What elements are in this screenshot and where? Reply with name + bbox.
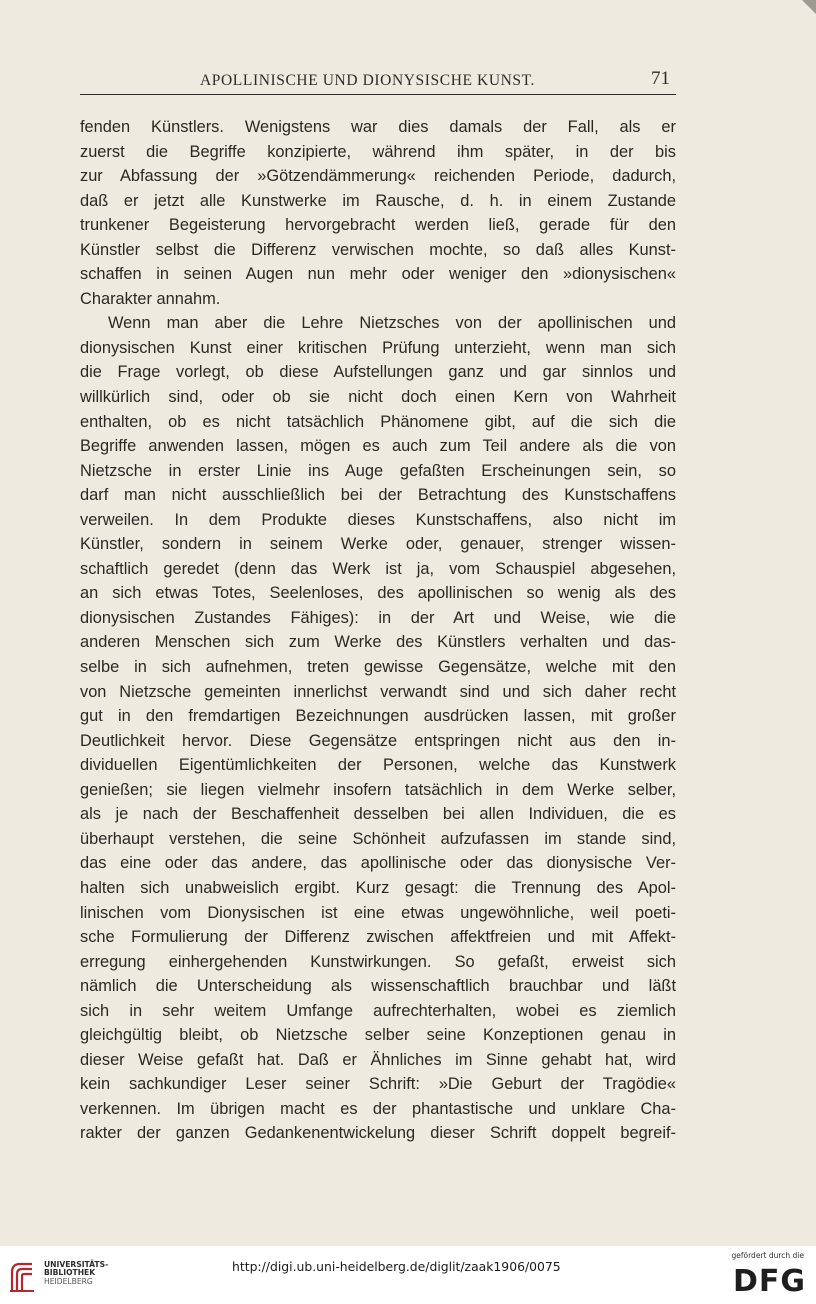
text-line: dividuellen Eigentümlichkeiten der Personen, welche das Kunstwerk [80, 756, 676, 775]
text-line: kein sachkundiger Leser seiner Schrift: »Die Geburt der Tragödie« [80, 1075, 676, 1094]
text-line: Charakter annahm. [80, 289, 221, 308]
text-line: halten sich unabweislich ergibt. Kurz gesagt: die Trennung des Apol- [80, 878, 676, 897]
text-line: Wenn man aber die Lehre Nietzsches von der apollinischen und [108, 314, 676, 333]
text-line: dieser Weise gefaßt hat. Daß er Ähnliches im Sinne gehabt hat, wird [80, 1050, 676, 1069]
sponsor-caption: gefördert durch die [731, 1251, 804, 1260]
text-line: anderen Menschen sich zum Werke des Künstlers verhalten und das- [80, 633, 676, 652]
text-line: genießen; sie liegen vielmehr insofern tatsächlich in dem Werke selber, [80, 780, 676, 799]
dfg-logo: DFG [732, 1264, 806, 1299]
text-line: daß er jetzt alle Kunstwerke im Rausche, d. h. in einem Zustande [80, 191, 676, 210]
text-line: darf man nicht ausschließlich bei der Betrachtung des Kunstschaffens [80, 486, 676, 505]
library-name-line: UNIVERSITÄTS- [44, 1260, 109, 1269]
body-text [80, 115, 676, 1146]
text-line: schaffen in seinen Augen nun mehr oder weniger den »dionysischen« [80, 265, 676, 284]
running-title: APOLLINISCHE UND DIONYSISCHE KUNST. [200, 72, 536, 89]
permalink-url[interactable]: http://digi.ub.uni-heidelberg.de/diglit/zaak1906/0075 [232, 1259, 561, 1274]
text-line: enthalten, ob es nicht tatsächlich Phänomene gibt, auf die sich die [80, 412, 676, 431]
text-line: dionysischen Kunst einer kritischen Prüfung unterzieht, wenn man sich [80, 338, 676, 357]
text-line: nämlich die Unterscheidung als wissenschaftlich brauchbar und läßt [80, 977, 676, 996]
text-line: Nietzsche in erster Linie ins Auge gefaßten Erscheinungen sein, so [80, 461, 676, 480]
university-library-name [44, 1261, 108, 1286]
text-line: Künstler selbst die Differenz verwischen mochte, so daß alles Kunst- [80, 240, 676, 259]
text-line: fenden Künstlers. Wenigstens war dies damals der Fall, als er [80, 118, 676, 136]
text-line: Künstler, sondern in seinem Werke oder, genauer, strenger wissen- [80, 535, 676, 554]
text-line: als je nach der Beschaffenheit desselben bei allen Individuen, die es [80, 805, 676, 824]
library-name-line: BIBLIOTHEK [44, 1268, 96, 1278]
text-line: das eine oder das andere, das apollinische oder das dionysische Ver- [80, 854, 676, 873]
text-line: willkürlich sind, oder ob sie nicht doch einen Kern von Wahrheit [80, 388, 676, 407]
text-line: linischen vom Dionysischen ist eine etwas ungewöhnliche, weil poeti- [80, 903, 676, 922]
text-line: selbe in sich aufnehmen, treten gewisse Gegensätze, welche mit den [80, 658, 676, 677]
text-line: sich in sehr weitem Umfange aufrechterhalten, wobei es ziemlich [80, 1001, 676, 1020]
university-library-logo-icon [8, 1260, 38, 1294]
text-line: schaftlich geredet (denn das Werk ist ja, vom Schauspiel abgesehen, [80, 559, 676, 578]
text-line: rakter der ganzen Gedankenentwickelung dieser Schrift doppelt begreif- [80, 1124, 676, 1143]
text-line: zur Abfassung der »Götzendämmerung« reichenden Periode, dadurch, [80, 167, 676, 186]
text-line: gleichgültig bleibt, ob Nietzsche selber seine Konzeptionen genau in [80, 1026, 676, 1045]
viewer-footer [0, 1246, 816, 1304]
text-line: dionysischen Zustandes Fähiges): in der Art und Weise, wie die [80, 608, 676, 627]
page-corner-shadow [802, 0, 816, 14]
text-line: zuerst die Begriffe konzipierte, während ihm später, in der bis [80, 142, 676, 161]
text-line: erregung einhergehenden Kunstwirkungen. So gefaßt, erweist sich [80, 952, 676, 971]
page-number: 71 [651, 68, 670, 89]
library-name-line: HEIDELBERG [44, 1276, 93, 1286]
text-line: überhaupt verstehen, die seine Schönheit aufzufassen im stande sind, [80, 829, 676, 848]
text-line: die Frage vorlegt, ob diese Aufstellungen ganz und gar sinnlos und [80, 363, 676, 382]
text-line: Begriffe anwenden lassen, mögen es auch zum Teil andere als die von [80, 437, 676, 456]
text-line: sche Formulierung der Differenz zwischen affektfreien und mit Affekt- [80, 928, 676, 947]
text-line: Deutlichkeit hervor. Diese Gegensätze entspringen nicht aus den in- [80, 731, 676, 750]
text-line: gut in den fremdartigen Bezeichnungen ausdrücken lassen, mit großer [80, 707, 676, 726]
text-line: von Nietzsche gemeinten innerlichst verwandt sind und sich daher recht [80, 682, 676, 701]
page-header [80, 64, 676, 95]
text-line: trunkener Begeisterung hervorgebracht werden ließ, gerade für den [80, 216, 676, 235]
text-line: verkennen. Im übrigen macht es der phantastische und unklare Cha- [80, 1099, 676, 1118]
text-line: verweilen. In dem Produkte dieses Kunstschaffens, also nicht im [80, 510, 676, 529]
text-line: an sich etwas Totes, Seelenloses, des apollinischen so wenig als des [80, 584, 676, 603]
